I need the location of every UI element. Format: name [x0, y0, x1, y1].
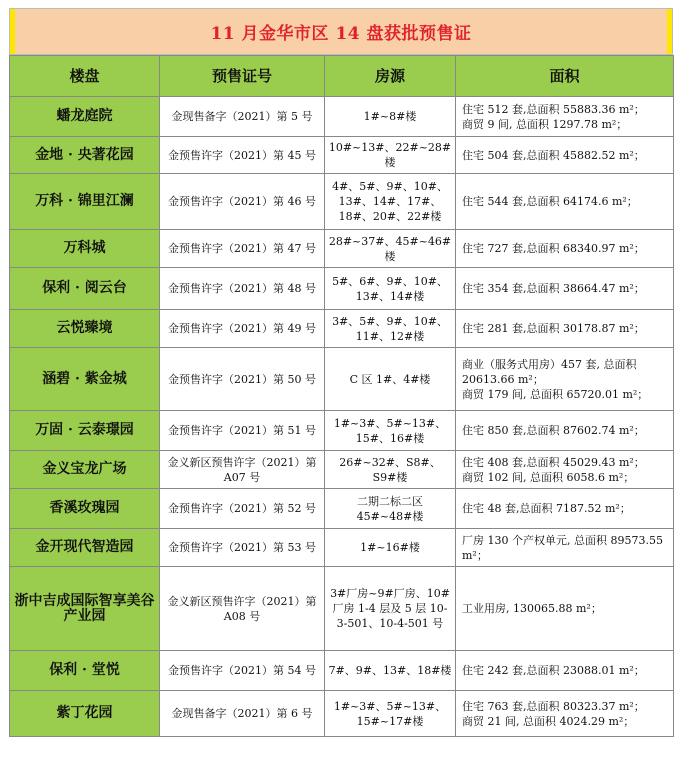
cert-number: 金预售许字（2021）第 49 号	[160, 310, 325, 348]
project-name: 金开现代智造园	[10, 529, 160, 567]
cert-number: 金义新区预售许字（2021）第 A08 号	[160, 567, 325, 651]
area-info: 住宅 504 套,总面积 45882.52 m²；	[456, 137, 674, 174]
area-info: 商业（服务式用房）457 套, 总面积 20613.66 m²； 商贸 179 间, 总面积 65720.01 m²；	[456, 348, 674, 411]
cert-number: 金预售许字（2021）第 50 号	[160, 348, 325, 411]
page-title: 11 月金华市区 14 盘获批预售证	[210, 24, 472, 44]
source-buildings: 4#、5#、9#、10#、13#、14#、17#、18#、20#、22#楼	[325, 174, 456, 230]
source-buildings: 7#、9#、13#、18#楼	[325, 651, 456, 691]
table-row	[10, 268, 674, 310]
source-buildings: 1#~8#楼	[325, 97, 456, 137]
project-name: 万固 · 云泰璟园	[10, 411, 160, 451]
source-buildings: C 区 1#、4#楼	[325, 348, 456, 411]
cert-number: 金预售许字（2021）第 51 号	[160, 411, 325, 451]
source-buildings: 1#~3#、5#~13#、15#~17#楼	[325, 691, 456, 737]
project-name: 保利 · 阅云台	[10, 268, 160, 310]
project-name: 浙中吉成国际智享美谷产业园	[10, 567, 160, 651]
col-header-source: 房源	[325, 56, 456, 97]
area-info: 住宅 281 套,总面积 30178.87 m²；	[456, 310, 674, 348]
table-row	[10, 451, 674, 489]
source-buildings: 26#~32#、S8#、S9#楼	[325, 451, 456, 489]
col-header-project: 楼盘	[10, 56, 160, 97]
source-buildings: 二期二标二区 45#~48#楼	[325, 489, 456, 529]
area-info: 住宅 408 套,总面积 45029.43 m²； 商贸 102 间, 总面积 6058.6 m²；	[456, 451, 674, 489]
header-row	[10, 56, 674, 97]
area-info: 住宅 544 套,总面积 64174.6 m²；	[456, 174, 674, 230]
project-name: 紫丁花园	[10, 691, 160, 737]
area-info: 住宅 727 套,总面积 68340.97 m²；	[456, 230, 674, 268]
area-info: 厂房 130 个产权单元, 总面积 89573.55 m²；	[456, 529, 674, 567]
area-info: 住宅 354 套,总面积 38664.47 m²；	[456, 268, 674, 310]
table-row	[10, 567, 674, 651]
cert-number: 金预售许字（2021）第 47 号	[160, 230, 325, 268]
project-name: 万科城	[10, 230, 160, 268]
presale-table-container	[9, 8, 673, 737]
table-row	[10, 174, 674, 230]
cert-number: 金预售许字（2021）第 52 号	[160, 489, 325, 529]
cert-number: 金预售许字（2021）第 48 号	[160, 268, 325, 310]
table-row	[10, 137, 674, 174]
cert-number: 金预售许字（2021）第 54 号	[160, 651, 325, 691]
title-bar	[9, 8, 673, 55]
project-name: 云悦臻境	[10, 310, 160, 348]
project-name: 万科 · 锦里江澜	[10, 174, 160, 230]
table-row	[10, 411, 674, 451]
presale-table	[9, 55, 674, 737]
cert-number: 金现售备字（2021）第 6 号	[160, 691, 325, 737]
source-buildings: 1#~16#楼	[325, 529, 456, 567]
table-body	[10, 97, 674, 737]
table-row	[10, 230, 674, 268]
table-row	[10, 529, 674, 567]
cert-number: 金义新区预售许字（2021）第 A07 号	[160, 451, 325, 489]
table-row	[10, 310, 674, 348]
source-buildings: 3#厂房~9#厂房、10#厂房 1-4 层及 5 层 10-3-501、10-4-501 号	[325, 567, 456, 651]
source-buildings: 10#~13#、22#~28#楼	[325, 137, 456, 174]
area-info: 住宅 48 套,总面积 7187.52 m²；	[456, 489, 674, 529]
table-row	[10, 97, 674, 137]
cert-number: 金预售许字（2021）第 46 号	[160, 174, 325, 230]
area-info: 住宅 242 套,总面积 23088.01 m²；	[456, 651, 674, 691]
area-info: 住宅 763 套,总面积 80323.37 m²； 商贸 21 间, 总面积 4024.29 m²；	[456, 691, 674, 737]
cert-number: 金预售许字（2021）第 45 号	[160, 137, 325, 174]
cert-number: 金现售备字（2021）第 5 号	[160, 97, 325, 137]
area-info: 工业用房, 130065.88 m²；	[456, 567, 674, 651]
source-buildings: 28#~37#、45#~46#楼	[325, 230, 456, 268]
table-row	[10, 489, 674, 529]
project-name: 蟠龙庭院	[10, 97, 160, 137]
table-row	[10, 651, 674, 691]
source-buildings: 5#、6#、9#、10#、13#、14#楼	[325, 268, 456, 310]
area-info: 住宅 850 套,总面积 87602.74 m²；	[456, 411, 674, 451]
project-name: 保利 · 堂悦	[10, 651, 160, 691]
project-name: 金义宝龙广场	[10, 451, 160, 489]
source-buildings: 1#~3#、5#~13#、15#、16#楼	[325, 411, 456, 451]
source-buildings: 3#、5#、9#、10#、11#、12#楼	[325, 310, 456, 348]
col-header-cert: 预售证号	[160, 56, 325, 97]
area-info: 住宅 512 套,总面积 55883.36 m²； 商贸 9 间, 总面积 1297.78 m²；	[456, 97, 674, 137]
col-header-area: 面积	[456, 56, 674, 97]
table-row	[10, 691, 674, 737]
project-name: 金地 · 央著花园	[10, 137, 160, 174]
table-row	[10, 348, 674, 411]
cert-number: 金预售许字（2021）第 53 号	[160, 529, 325, 567]
project-name: 香溪玫瑰园	[10, 489, 160, 529]
project-name: 涵碧 · 紫金城	[10, 348, 160, 411]
